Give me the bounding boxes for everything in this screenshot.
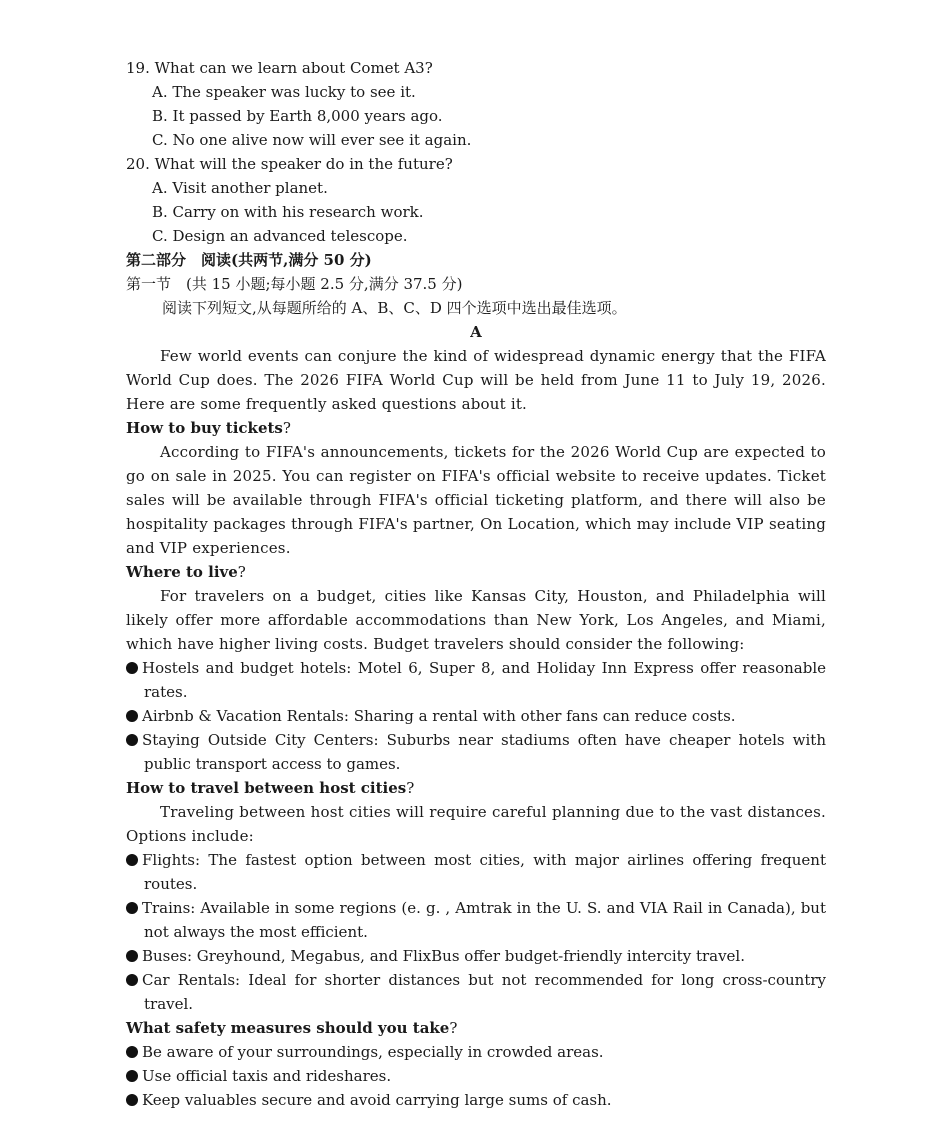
safety-heading-mark: ?: [449, 1019, 458, 1037]
question-19-stem: 19. What can we learn about Comet A3?: [126, 59, 433, 77]
bullet-icon: [126, 710, 138, 722]
safety-heading: [126, 1016, 826, 1040]
list-item: [126, 656, 826, 704]
safety-bullet-3: Keep valuables secure and avoid carrying large sums of cash.: [142, 1091, 612, 1109]
live-bullet-2: Airbnb & Vacation Rentals: Sharing a rental with other fans can reduce costs.: [142, 707, 736, 725]
live-heading: [126, 560, 826, 584]
tickets-heading: [126, 416, 826, 440]
safety-heading-text: What safety measures should you take: [126, 1019, 450, 1037]
bullet-icon: [126, 902, 138, 914]
live-heading-mark: ?: [237, 563, 246, 581]
part-2-title: 第二部分 阅读(共两节,满分 50 分): [126, 251, 372, 269]
travel-heading-text: How to travel between host cities: [126, 779, 407, 797]
question-20-option-b: B. Carry on with his research work.: [152, 203, 424, 221]
list-item: [126, 968, 826, 1016]
bullet-icon: [126, 950, 138, 962]
tickets-heading-text: How to buy tickets: [126, 419, 283, 437]
bullet-icon: [126, 1094, 138, 1106]
bullet-icon: [126, 854, 138, 866]
live-heading-text: Where to live: [126, 563, 238, 581]
list-item: [126, 728, 826, 776]
travel-bullet-2: Trains: Available in some regions (e. g. , Amtrak in the U. S. and VIA Rail in Canada), but not always the most efficient.: [142, 899, 826, 941]
question-19-option-b: B. It passed by Earth 8,000 years ago.: [152, 107, 443, 125]
list-item: [126, 1064, 826, 1088]
bullet-icon: [126, 974, 138, 986]
section-1-title: 第一节 (共 15 小题;每小题 2.5 分,满分 37.5 分): [126, 275, 463, 293]
travel-paragraph: Traveling between host cities will require careful planning due to the vast distances. Options include:: [126, 803, 826, 845]
travel-heading-mark: ?: [406, 779, 415, 797]
list-item: [126, 1040, 826, 1064]
list-item: [126, 1088, 826, 1112]
travel-bullet-4: Car Rentals: Ideal for shorter distances but not recommended for long cross-country travel.: [142, 971, 826, 1013]
question-20-option-c: C. Design an advanced telescope.: [152, 227, 408, 245]
list-item: [126, 944, 826, 968]
live-bullet-3: Staying Outside City Centers: Suburbs near stadiums often have cheaper hotels with public transport access to games.: [142, 731, 826, 773]
live-bullet-1: Hostels and budget hotels: Motel 6, Super 8, and Holiday Inn Express offer reasonable rates.: [142, 659, 826, 701]
list-item: [126, 704, 826, 728]
question-20-option-a: A. Visit another planet.: [152, 179, 328, 197]
question-20-stem: 20. What will the speaker do in the future?: [126, 155, 453, 173]
safety-bullet-2: Use official taxis and rideshares.: [142, 1067, 392, 1085]
list-item: [126, 896, 826, 944]
safety-bullet-1: Be aware of your surroundings, especially in crowded areas.: [142, 1043, 604, 1061]
passage-intro: Few world events can conjure the kind of widespread dynamic energy that the FIFA World Cup does. The 2026 FIFA World Cup will be held from June 11 to July 19, 2026. Here are some frequently asked questions about it.: [126, 347, 826, 413]
question-19-option-c: C. No one alive now will ever see it again.: [152, 131, 472, 149]
tickets-paragraph: According to FIFA's announcements, tickets for the 2026 World Cup are expected to go on sale in 2025. You can register on FIFA's official website to receive updates. Ticket sales will be available through FIFA's official ticketing platform, and there will also be hospitality packages through FIFA's partner, On Location, which may include VIP seating and VIP experiences.: [126, 443, 826, 557]
bullet-icon: [126, 1070, 138, 1082]
reading-instruction: 阅读下列短文,从每题所给的 A、B、C、D 四个选项中选出最佳选项。: [162, 299, 627, 317]
travel-bullet-3: Buses: Greyhound, Megabus, and FlixBus offer budget-friendly intercity travel.: [142, 947, 745, 965]
live-paragraph: For travelers on a budget, cities like Kansas City, Houston, and Philadelphia will likely offer more affordable accommodations than New York, Los Angeles, and Miami, which have higher living costs. Budget travelers should consider the following:: [126, 587, 826, 653]
travel-bullet-1: Flights: The fastest option between most cities, with major airlines offering frequent routes.: [142, 851, 826, 893]
list-item: [126, 848, 826, 896]
exam-page: [126, 56, 826, 1112]
tickets-heading-mark: ?: [282, 419, 291, 437]
bullet-icon: [126, 734, 138, 746]
travel-heading: [126, 776, 826, 800]
bullet-icon: [126, 1046, 138, 1058]
question-19-option-a: A. The speaker was lucky to see it.: [152, 83, 416, 101]
passage-label: A: [470, 323, 482, 341]
bullet-icon: [126, 662, 138, 674]
